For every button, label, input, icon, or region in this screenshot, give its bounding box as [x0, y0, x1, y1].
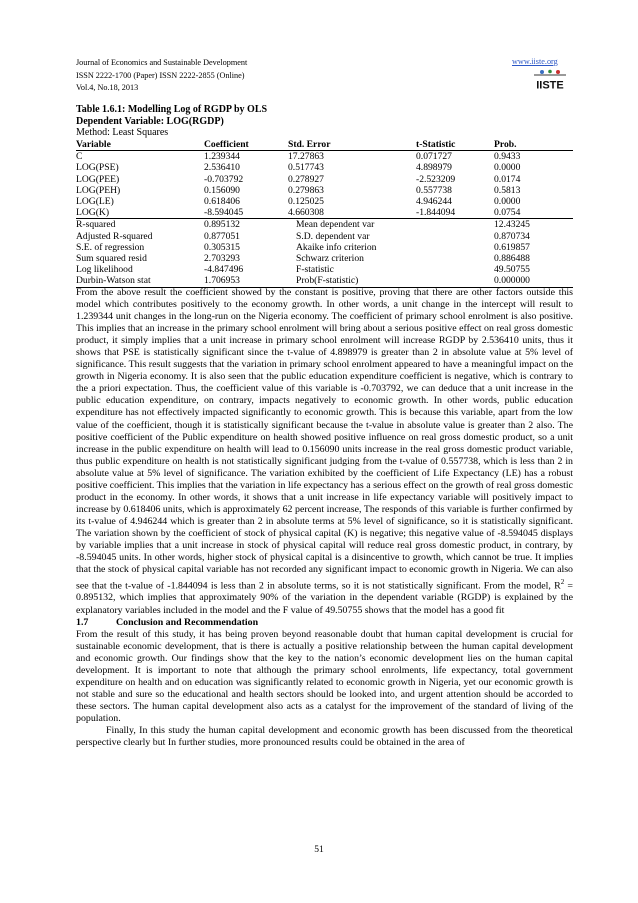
stat-label: S.E. of regression — [76, 241, 145, 253]
stat-label: Durbin-Watson stat — [76, 275, 204, 287]
stat-value: 0.895132 — [204, 219, 288, 231]
table-cell: 0.0174 — [494, 173, 521, 185]
stat-value: 2.703293 — [204, 253, 240, 265]
logo-text: IISTE — [536, 79, 564, 92]
column-header: t-Statistic — [416, 139, 494, 151]
table-cell: 4.898979 — [416, 162, 452, 174]
section-title: Conclusion and Recommendation — [116, 616, 259, 628]
stat-value: 0.619857 — [494, 241, 530, 253]
table-row — [76, 185, 573, 196]
table-cell: 0.125025 — [288, 196, 324, 208]
stat-label: F-statistic — [296, 264, 334, 276]
body-text — [76, 287, 573, 749]
stat-value: 0.000000 — [494, 275, 573, 287]
table-cell: 0.0000 — [494, 162, 521, 174]
table-cell: 0.279863 — [288, 184, 324, 196]
table-cell: 0.0000 — [494, 196, 521, 208]
table-cell: 0.9433 — [494, 151, 521, 163]
paragraph-conclusion: From the result of this study, it has being proven beyond reasonable doubt that human capital development is crucial for sustainable economic development, that is there is actually a positive relationship between the human capital development and economic growth. Our findings show that the key to the nation’s economic development lies on the human capital development. It is important to note that although the primary school enrolments, life expectancy, total government expenditure on health and on education was significantly related to economic growth in Nigeria, yet our economic growth is not stable and sure so the educational and health sectors should be looked into, and urgent attention should be accorded to these sectors. The human capital development also acts as a catalyst for the improvement of the standard of living of the population. — [76, 628, 573, 724]
stats-row — [76, 275, 573, 287]
table-row — [76, 162, 573, 173]
journal-volume: Vol.4, No.18, 2013 — [76, 83, 139, 92]
table-cell: 0.0754 — [494, 207, 521, 219]
table-cell: 4.660308 — [288, 207, 324, 219]
journal-issn: ISSN 2222-1700 (Paper) ISSN 2222-2855 (Online) — [76, 70, 245, 80]
table-cell: LOG(LE) — [76, 196, 114, 208]
stat-value: 0.305315 — [204, 241, 240, 253]
table-cell: 4.946244 — [416, 196, 452, 208]
table-cell: 0.071727 — [416, 151, 452, 163]
stat-value: -4.847496 — [204, 264, 244, 276]
table-cell: 0.557738 — [416, 184, 452, 196]
table-cell: 0.517743 — [288, 162, 324, 174]
stat-value: 12.43245 — [494, 219, 573, 231]
table-row — [76, 207, 573, 219]
table-header-row — [76, 139, 573, 151]
stat-label: S.D. dependent var — [296, 230, 370, 242]
stats-row — [76, 253, 573, 264]
stat-value: 0.886488 — [494, 253, 530, 265]
table-row — [76, 174, 573, 185]
stat-label: Log likelihood — [76, 264, 133, 276]
stat-label: Prob(F-statistic) — [288, 275, 494, 287]
stats-row — [76, 231, 573, 242]
paragraph-further-studies: Finally, In this study the human capital development and economic growth has been discussed from the theoretical perspective clearly but In further studies, more pronounced results could be obtained in the area of — [76, 724, 573, 749]
table-cell: LOG(K) — [76, 207, 110, 219]
stat-value: 0.877051 — [204, 230, 240, 242]
stat-label: R-squared — [76, 219, 204, 231]
section-number: 1.7 — [76, 616, 89, 628]
table-row — [76, 151, 573, 163]
table-cell: 0.618406 — [204, 196, 240, 208]
table-cell: 2.536410 — [204, 162, 240, 174]
column-header: Std. Error — [288, 139, 416, 151]
table-cell: 17.27863 — [288, 151, 324, 163]
table-title: Table 1.6.1: Modelling Log of RGDP by OLS — [76, 104, 268, 115]
r-squared-superscript: 2 — [560, 578, 565, 587]
stats-row — [76, 219, 573, 231]
table-row — [76, 196, 573, 207]
table-cell: -1.844094 — [416, 207, 456, 219]
column-header: Variable — [76, 139, 204, 151]
journal-name: Journal of Economics and Sustainable Development — [76, 58, 248, 67]
table-cell: LOG(PSE) — [76, 162, 119, 174]
column-header: Coefficient — [204, 139, 288, 151]
table-cell: 0.278927 — [288, 173, 324, 185]
table-caption — [76, 104, 267, 127]
journal-url-link[interactable]: www.iiste.org — [512, 57, 558, 66]
stat-label: Sum squared resid — [76, 253, 147, 265]
page-number: 51 — [314, 845, 324, 855]
stat-label: Akaike info criterion — [296, 241, 377, 253]
table-cell: LOG(PEE) — [76, 173, 120, 185]
paragraph-results: From the above result the coefficient showed by the constant is positive, proving that there are other factors outside this model which contributes positively to the economy growth. In other words, a unit change in the intercept will result to 1.239344 unit changes in the long-run on the Nigeria economy. The coefficient of primary school enrolment is also positive. This implies that an increase in the primary school enrolment will bring about a serious positive effect on real gross domestic product, it simply implies that a unit increase in primary school enrolment will increase RGDP by 2.536410 units, thus it shows that PSE is statistically significant since the t-value of 4.898979 is greater than 2 in absolute value at 5% level of significance. This result suggests that the variation in primary school enrolment appeared to have a meaningful impact on the growth in Nigeria economy. It is also seen that the public education expenditure coefficient is negative, which is contrary to the a priori expectation. Thus, the coefficient value of this variable is -0.703792, we can deduce that a unit increase in the public education expenditure, on contrary, impacts negatively to economic growth. In other words, public education expenditure has not effectively impacted significantly to economic growth. This is because this variable, apart from the low value of the coefficient, though it is statistically significant because the t-value in absolute value is greater than 2 also. The positive coefficient of the Public expenditure on health showed positive influence on real gross domestic product, so a unit increase in the public expenditure on health will lead to 0.156090 units increase in the real gross domestic product variable, thus public expenditure on health is not statistically significant judging from the t-value of 0.557738, which is less than 2 in absolute value at 5% level of significance. The variation exhibited by the coefficient of Life Expectancy (LE) has a robust positive coefficient. This implies that the variation in life expectancy has a serious effect on the growth of real gross domestic product in the economy. In other words, it shows that a unit increase in life expectancy variable will positively impact to increase by 0.618406 units, which is approximately 62 percent increase, The responds of this variable is further confirmed by its t-value of 4.946244 which is greater than 2 in absolute terms at 5% level of significance, so it is statistically significant. The variation shown by the coefficient of stock of physical capital (K) is negative; this negative value of -8.594045 displays by variable implies that a unit increase in stock of physical capital will reduce real gross domestic product, in contrary, by -8.594045 units. In other words, higher stock of physical capital is a disincentive to growth, which cannot be true. It implies that the stock of physical capital variable has not recorded any significant impact to economic growth in Nigeria. We can also see that the t-value of -1.844094 is less than 2 in absolute terms, so it is not statistically significant. From the model, $R^2 = 0.895132$, which implies that approximately 90% of the variation in the dependent variable (RGDP) is explained by the explanatory variables included in the model and the F value of 49.50755 shows that the model has a good fit — [76, 287, 573, 616]
regression-table — [76, 139, 573, 288]
table-cell: -0.703792 — [204, 173, 244, 185]
table-cell: LOG(PEH) — [76, 184, 121, 196]
stat-value: 49.50755 — [494, 264, 530, 276]
iiste-logo — [531, 69, 569, 93]
stat-value: 0.870734 — [494, 230, 530, 242]
column-header: Prob. — [494, 139, 573, 151]
journal-header — [76, 57, 572, 95]
table-cell: 0.5813 — [494, 184, 521, 196]
table-cell: 1.239344 — [204, 151, 240, 163]
stats-row — [76, 264, 573, 275]
stat-label: Schwarz criterion — [296, 253, 364, 265]
stats-row — [76, 242, 573, 253]
section-heading — [76, 617, 573, 629]
table-cell: 0.156090 — [204, 184, 240, 196]
table-cell: -8.594045 — [204, 207, 244, 219]
table-method: Method: Least Squares — [76, 127, 169, 138]
stat-label: Adjusted R-squared — [76, 230, 153, 242]
stat-value: 1.706953 — [204, 275, 288, 287]
table-dependent-variable: Dependent Variable: LOG(RGDP) — [76, 115, 224, 127]
table-cell: -2.523209 — [416, 173, 456, 185]
table-cell: C — [76, 151, 83, 163]
stat-label: Mean dependent var — [288, 219, 494, 231]
